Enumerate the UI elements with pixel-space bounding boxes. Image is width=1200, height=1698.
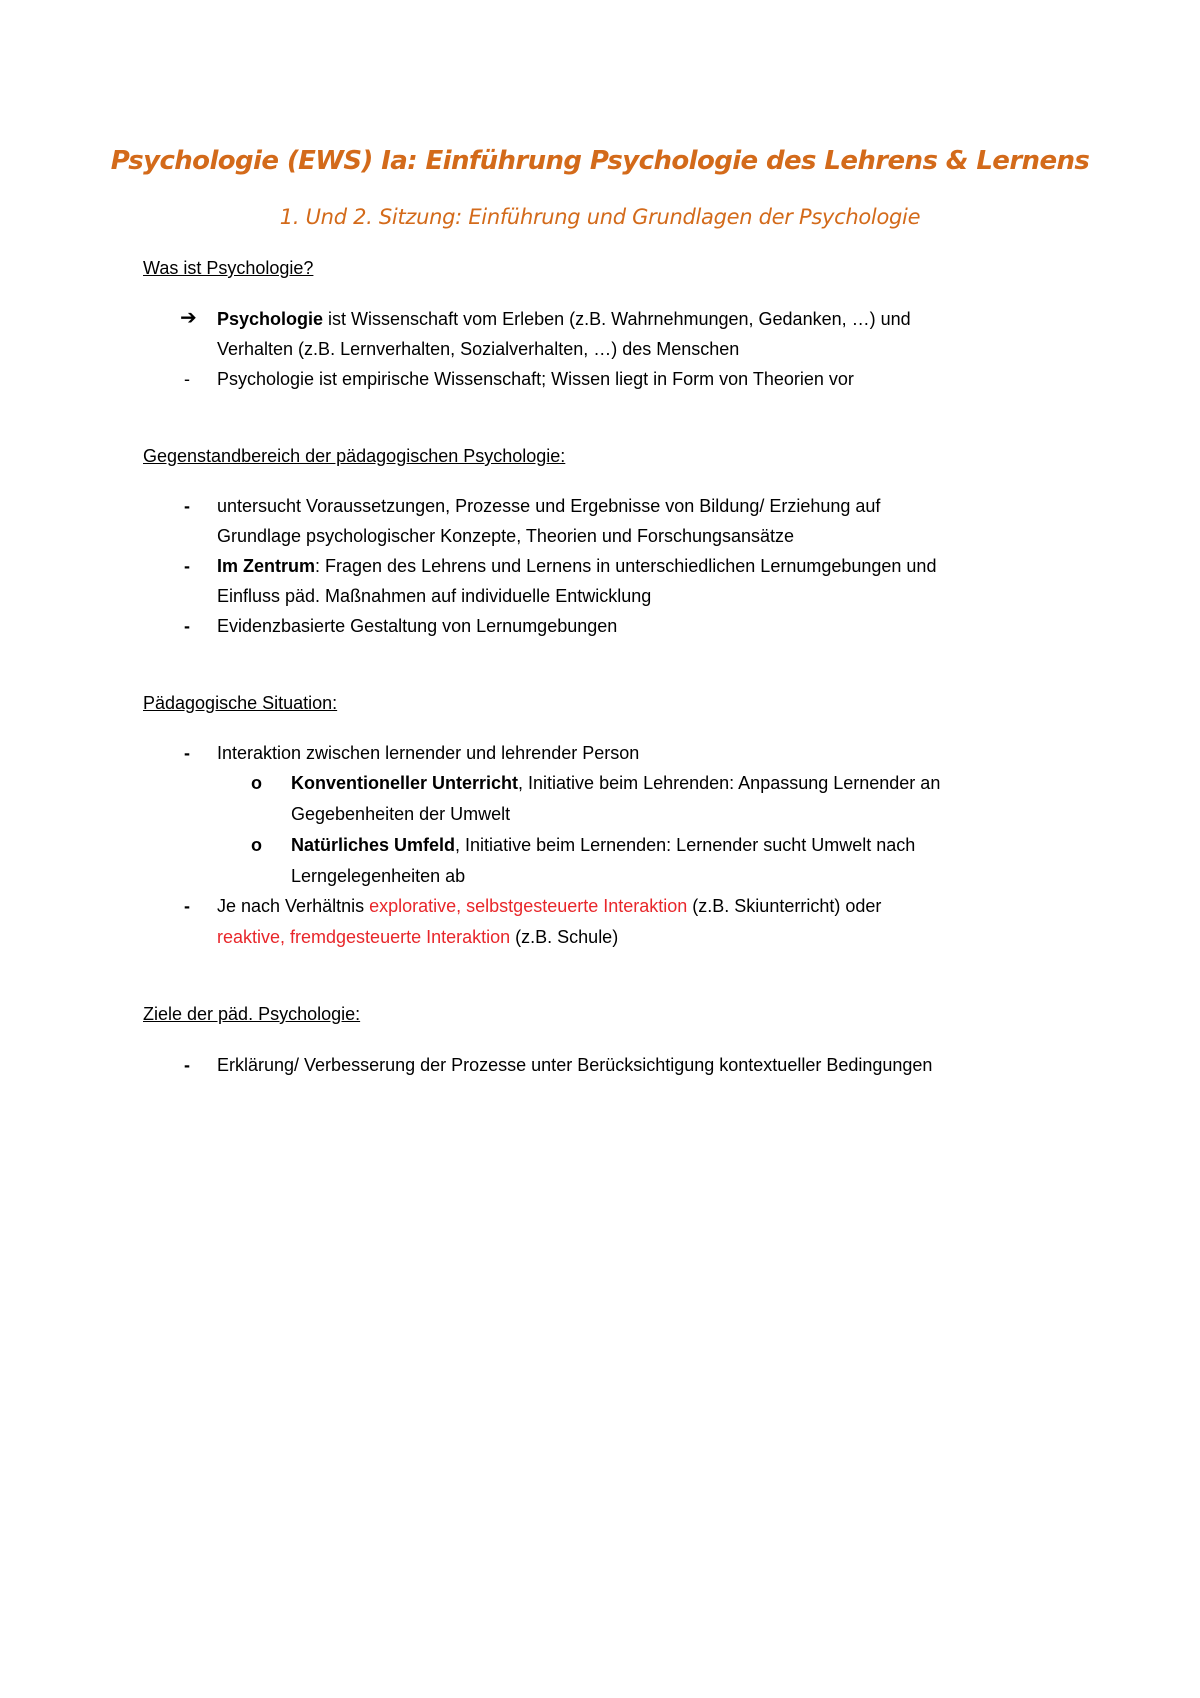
list-item xyxy=(217,554,936,578)
list-item-text: (z.B. Skiunterricht) oder xyxy=(687,896,882,916)
sub-list-item-continuation: Gegebenheiten der Umwelt xyxy=(291,804,511,824)
document-subtitle: 1. Und 2. Sitzung: Einführung und Grundlagen der Psychologie xyxy=(279,205,921,229)
highlight-text: explorative, selbstgesteuerte Interaktion xyxy=(369,896,688,916)
dash-bullet: - xyxy=(184,369,190,389)
list-item: Interaktion zwischen lernender und lehrender Person xyxy=(217,743,640,763)
dash-bullet: - xyxy=(184,896,190,916)
list-item: untersucht Voraussetzungen, Prozesse und Ergebnisse von Bildung/ Erziehung auf xyxy=(217,496,881,516)
dash-bullet: - xyxy=(184,1055,190,1075)
bold-term: Natürliches Umfeld xyxy=(291,835,456,855)
bold-term: Im Zentrum xyxy=(217,556,316,576)
list-item xyxy=(217,307,911,331)
dash-bullet: - xyxy=(184,556,190,576)
section-heading-was-ist-psychologie: Was ist Psychologie? xyxy=(143,258,314,278)
sub-list-item xyxy=(291,771,940,795)
list-item-continuation: Verhalten (z.B. Lernverhalten, Sozialverhalten, …) des Menschen xyxy=(217,339,740,359)
list-item-continuation: Einfluss päd. Maßnahmen auf individuelle Entwicklung xyxy=(217,586,652,606)
sub-list-item xyxy=(291,833,915,857)
list-item-continuation xyxy=(217,925,618,949)
arrow-bullet-icon: ➔ xyxy=(180,307,197,329)
list-item: Erklärung/ Verbesserung der Prozesse unter Berücksichtigung kontextueller Bedingungen xyxy=(217,1055,933,1075)
sub-list-item-continuation: Lerngelegenheiten ab xyxy=(291,866,466,886)
dash-bullet: - xyxy=(184,743,190,763)
list-item-text: ist Wissenschaft vom Erleben (z.B. Wahrnehmungen, Gedanken, …) und xyxy=(323,309,911,329)
list-item: Evidenzbasierte Gestaltung von Lernumgebungen xyxy=(217,616,618,636)
list-item-text: (z.B. Schule) xyxy=(510,927,619,947)
list-item xyxy=(217,894,881,918)
list-item-text: : Fragen des Lehrens und Lernens in unterschiedlichen Lernumgebungen und xyxy=(315,556,937,576)
list-item: Psychologie ist empirische Wissenschaft; Wissen liegt in Form von Theorien vor xyxy=(217,369,854,389)
dash-bullet: - xyxy=(184,496,190,516)
list-item-continuation: Grundlage psychologischer Konzepte, Theorien und Forschungsansätze xyxy=(217,526,795,546)
section-heading-paedagogische-situation: Pädagogische Situation: xyxy=(143,693,338,713)
dash-bullet: - xyxy=(184,616,190,636)
list-item-text: , Initiative beim Lehrenden: Anpassung Lernender an xyxy=(518,773,941,793)
circle-bullet-icon: o xyxy=(251,835,262,855)
highlight-text: reaktive, fremdgesteuerte Interaktion xyxy=(217,927,511,947)
list-item-text: Je nach Verhältnis xyxy=(217,896,370,916)
section-heading-gegenstandbereich: Gegenstandbereich der pädagogischen Psychologie: xyxy=(143,446,566,466)
document-title: Psychologie (EWS) Ia: Einführung Psychologie des Lehrens & Lernens xyxy=(110,146,1090,176)
section-heading-ziele: Ziele der päd. Psychologie: xyxy=(143,1004,361,1024)
circle-bullet-icon: o xyxy=(251,773,262,793)
bold-term: Konventioneller Unterricht xyxy=(291,773,519,793)
bold-term: Psychologie xyxy=(217,309,324,329)
list-item-text: , Initiative beim Lernenden: Lernender sucht Umwelt nach xyxy=(455,835,916,855)
